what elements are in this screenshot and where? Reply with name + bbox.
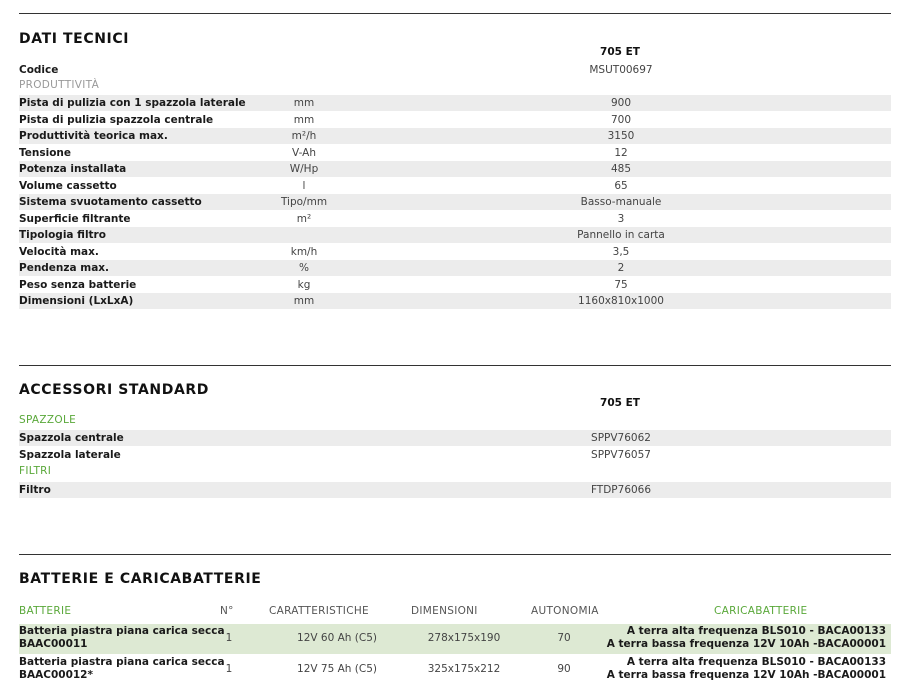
battery-desc: Batteria piastra piana carica secca: [19, 656, 225, 668]
spec-value: 3: [617, 212, 625, 225]
accessory-row: [19, 447, 891, 463]
spec-value: 2: [617, 262, 625, 274]
col-header-caratteristiche: CARATTERISTICHE: [269, 605, 369, 617]
spec-unit: mm: [293, 97, 315, 109]
spec-label: Dimensioni (LxLxA): [19, 295, 134, 307]
spec-unit: Tipo/mm: [280, 196, 328, 208]
accessory-code: FTDP76066: [590, 484, 652, 496]
spec-unit: m²: [296, 212, 312, 225]
battery-code: BAAC00011: [19, 638, 88, 650]
spec-value: 12: [614, 146, 628, 159]
spec-label: Volume cassetto: [19, 179, 117, 192]
col-header-caricabatterie: CARICABATTERIE: [714, 605, 808, 617]
spec-unit: kg: [297, 278, 311, 291]
charger-high: A terra alta frequenza BLS010 - BACA00133: [626, 625, 886, 637]
spec-value: 900: [610, 97, 632, 109]
spec-value: 3,5: [612, 245, 630, 258]
spec-value: Pannello in carta: [577, 229, 665, 241]
battery-name: [19, 625, 225, 651]
battery-autonomy: 70: [557, 632, 571, 644]
charger-low: A terra bassa frequenza 12V 10Ah -BACA00001: [606, 669, 886, 681]
spec-row-codice: [19, 62, 891, 78]
spec-value: 3150: [607, 130, 635, 142]
spec-label: Superficie filtrante: [19, 212, 131, 225]
spec-row: [19, 161, 891, 177]
model-header: 705 ET: [600, 397, 640, 409]
accessory-label: Spazzola centrale: [19, 432, 124, 444]
col-header-n: N°: [220, 605, 234, 617]
group-label-filtri: FILTRI: [19, 465, 52, 477]
accessory-code: SPPV76057: [591, 449, 651, 461]
section-title-accessori: ACCESSORI STANDARD: [19, 382, 210, 398]
spec-value: Basso-manuale: [580, 196, 662, 208]
col-header-autonomia: AUTONOMIA: [531, 605, 599, 617]
spec-unit: km/h: [290, 245, 318, 258]
battery-code: BAAC00012*: [19, 669, 93, 681]
spec-label: Peso senza batterie: [19, 278, 137, 291]
model-header: 705 ET: [600, 46, 640, 58]
section-title-dati-tecnici: DATI TECNICI: [19, 31, 129, 47]
battery-desc: Batteria piastra piana carica secca: [19, 625, 225, 637]
charger-low: A terra bassa frequenza 12V 10Ah -BACA00001: [606, 638, 886, 650]
accessory-code: SPPV76062: [591, 432, 651, 444]
spec-row: [19, 244, 891, 260]
spec-row: [19, 211, 891, 227]
spec-label: Pista di pulizia spazzola centrale: [19, 113, 214, 126]
spec-label: Velocità max.: [19, 245, 99, 258]
spec-value: MSUT00697: [589, 64, 653, 76]
spec-row: [19, 227, 891, 243]
spec-unit: mm: [293, 113, 315, 126]
section-divider: [19, 365, 891, 366]
spec-unit: mm: [293, 295, 315, 307]
spec-row: [19, 128, 891, 144]
battery-qty: 1: [225, 663, 233, 675]
battery-charger: [607, 625, 886, 651]
spec-row: [19, 178, 891, 194]
accessory-row: [19, 430, 891, 446]
spec-unit: m²/h: [291, 130, 317, 142]
charger-high: A terra alta frequenza BLS010 - BACA00133: [626, 656, 886, 668]
spec-row: [19, 260, 891, 276]
spec-label: Codice: [19, 64, 59, 76]
spec-label: Pista di pulizia con 1 spazzola laterale: [19, 97, 246, 109]
spec-row: [19, 112, 891, 128]
battery-charger: [607, 656, 886, 682]
section-title-batterie: BATTERIE E CARICABATTERIE: [19, 571, 262, 587]
spec-unit: V-Ah: [292, 146, 316, 159]
battery-characteristics: 12V 60 Ah (C5): [297, 632, 377, 644]
spec-label: Potenza installata: [19, 163, 127, 175]
accessory-row: [19, 482, 891, 498]
spec-unit: W/Hp: [289, 163, 319, 175]
battery-autonomy: 90: [557, 663, 571, 675]
section-divider: [19, 554, 891, 555]
spec-label: Pendenza max.: [19, 262, 110, 274]
spec-row: [19, 95, 891, 111]
accessory-label: Spazzola laterale: [19, 449, 121, 461]
spec-label: Tipologia filtro: [19, 229, 106, 241]
spec-value: 75: [614, 278, 628, 291]
spec-row: [19, 194, 891, 210]
group-label-produttivita: PRODUTTIVITÀ: [19, 79, 100, 91]
spec-label: Tensione: [19, 146, 72, 159]
battery-dimensions: 278x175x190: [427, 632, 501, 644]
spec-unit: l: [302, 179, 306, 192]
battery-row: [19, 624, 891, 654]
spec-unit: %: [299, 262, 309, 274]
section-divider: [19, 13, 891, 14]
spec-row: [19, 277, 891, 293]
battery-row: [19, 655, 891, 685]
group-label-spazzole: SPAZZOLE: [19, 414, 77, 426]
battery-qty: 1: [225, 632, 233, 644]
battery-characteristics: 12V 75 Ah (C5): [297, 663, 377, 675]
spec-value: 485: [610, 163, 632, 175]
spec-row: [19, 145, 891, 161]
spec-value: 700: [610, 113, 632, 126]
spec-label: Sistema svuotamento cassetto: [19, 196, 202, 208]
spec-row: [19, 293, 891, 309]
spec-label: Produttività teorica max.: [19, 130, 168, 142]
col-header-dimensioni: DIMENSIONI: [411, 605, 478, 617]
battery-dimensions: 325x175x212: [427, 663, 501, 675]
spec-value: 1160x810x1000: [578, 295, 664, 307]
spec-value: 65: [614, 179, 628, 192]
accessory-label: Filtro: [19, 484, 51, 496]
col-header-batterie: BATTERIE: [19, 605, 72, 617]
battery-name: [19, 656, 225, 682]
